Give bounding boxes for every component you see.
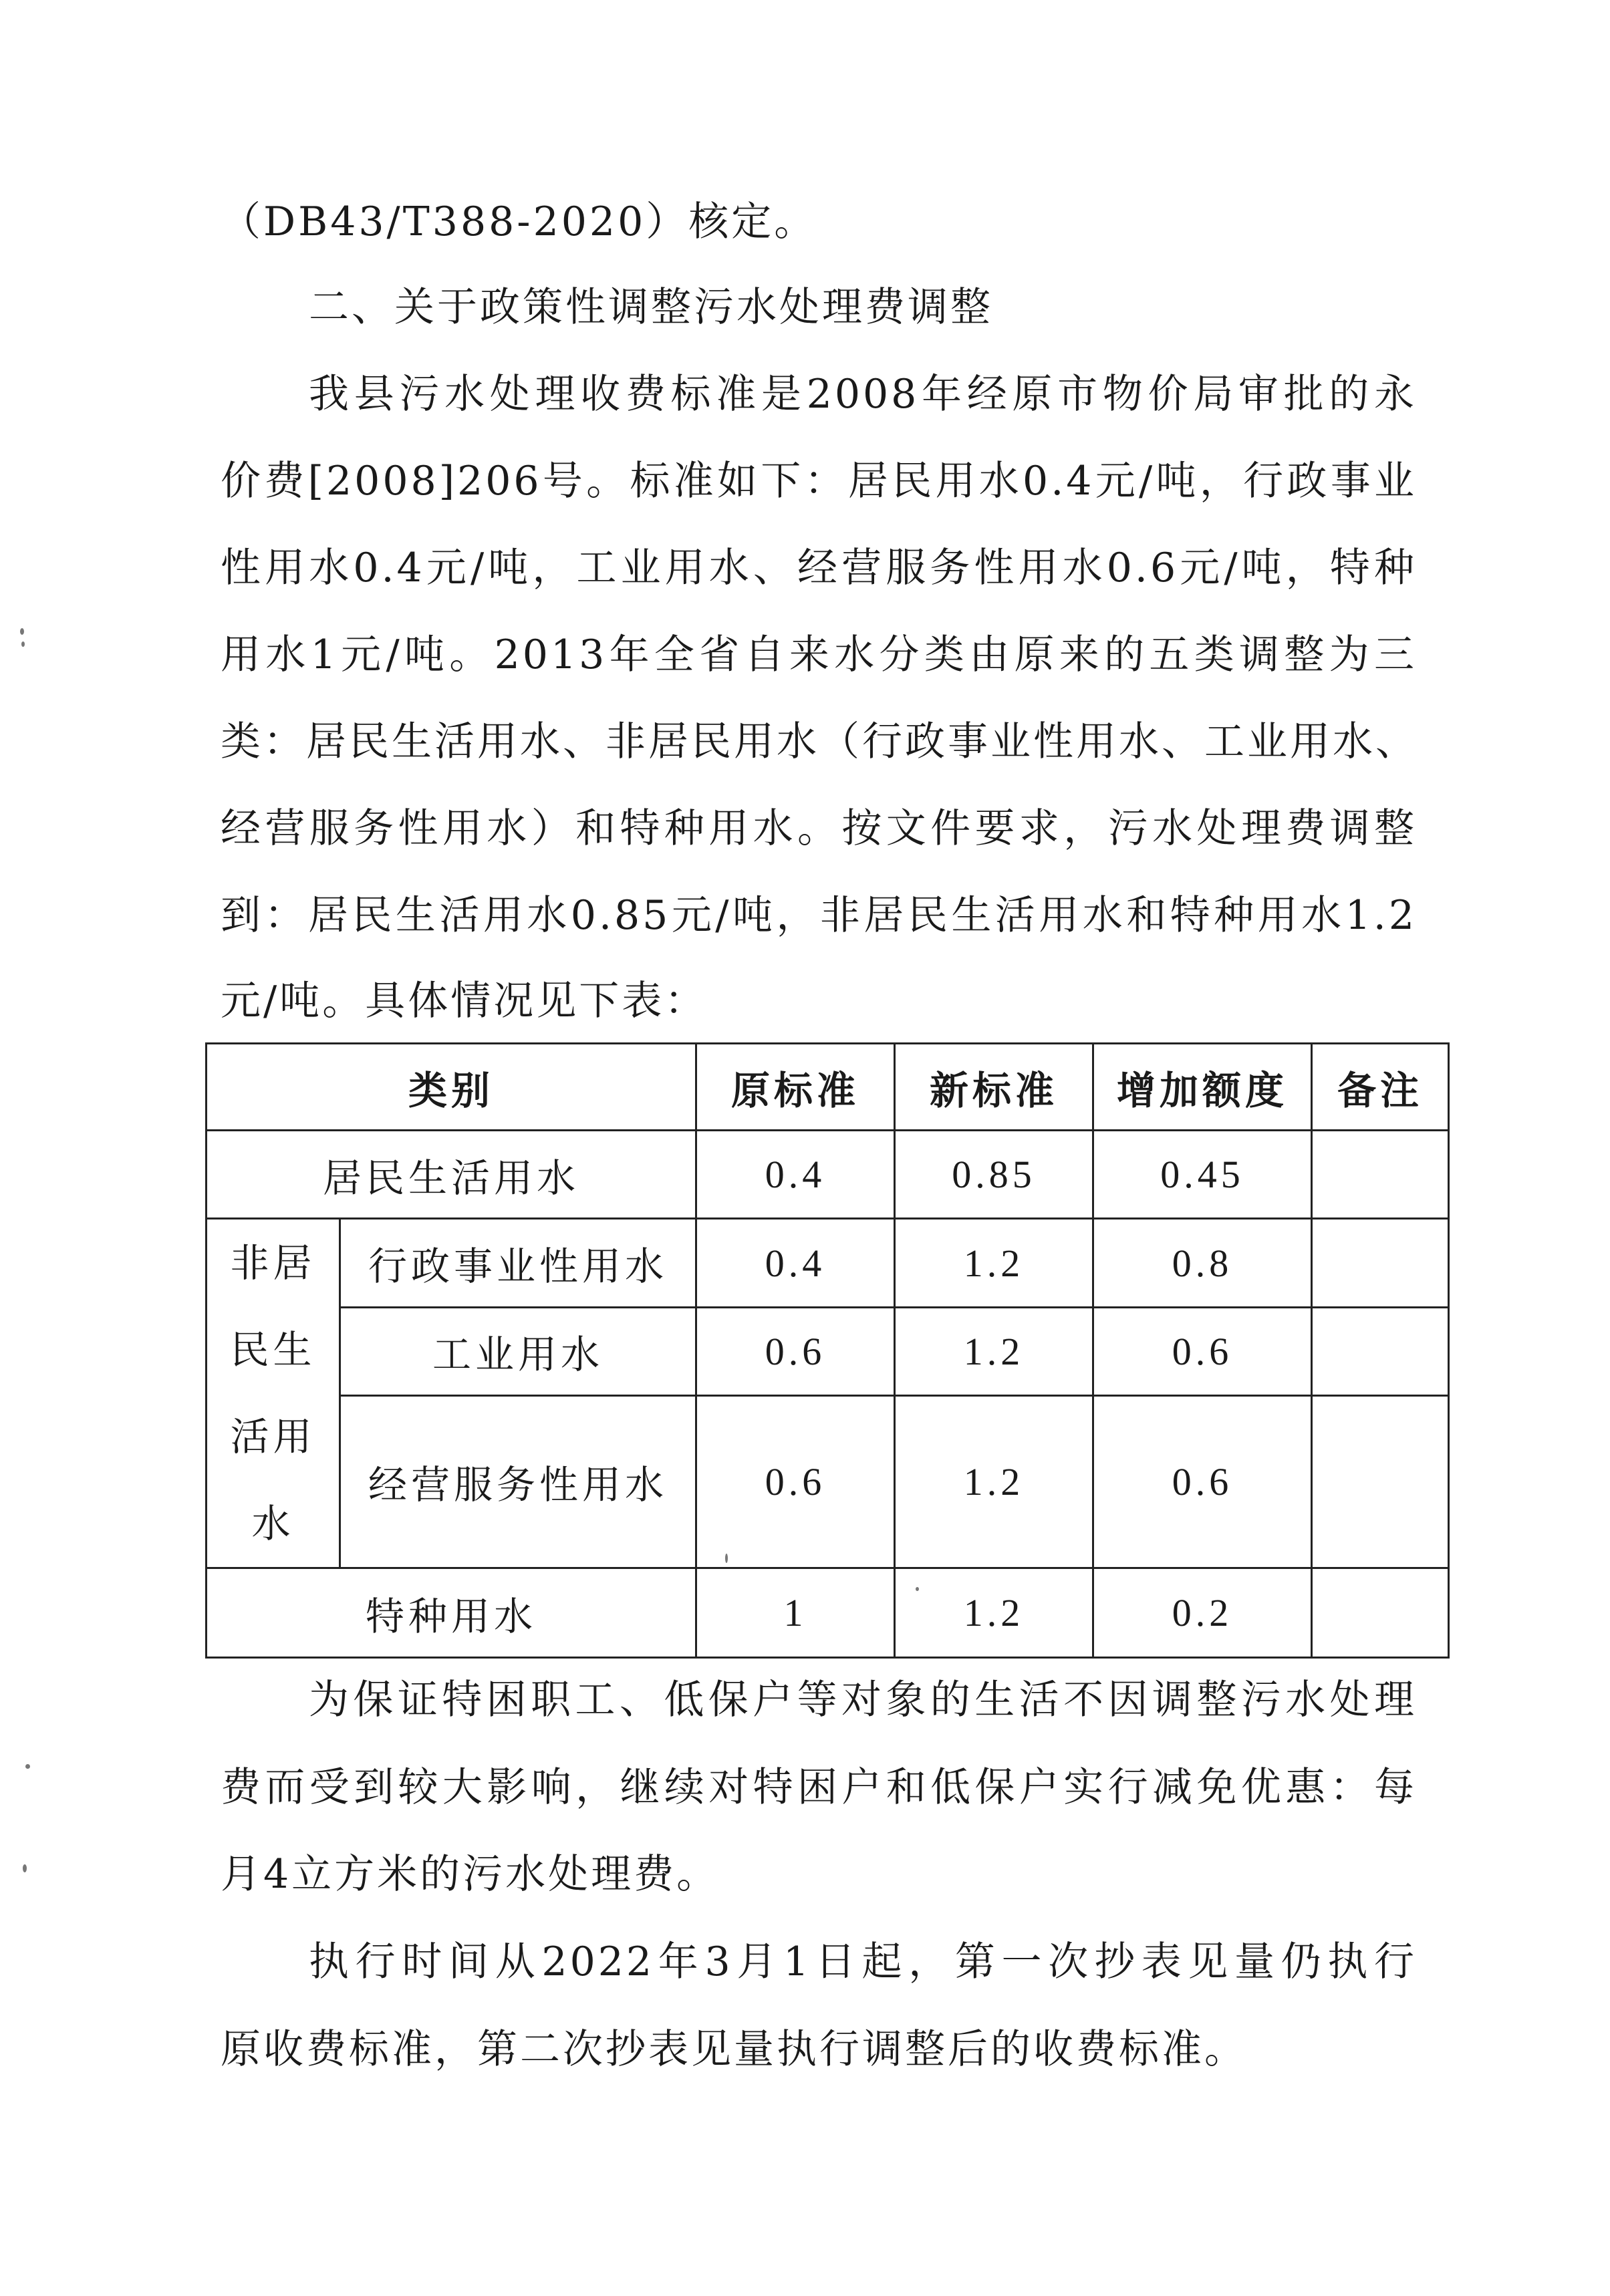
group-label-line: 民生 xyxy=(230,1327,316,1373)
text-line: 执行时间从2022年3月1日起，第一次抄表见量仍执行 xyxy=(309,1939,1417,1985)
row-category: 特种用水 xyxy=(207,1568,696,1658)
scan-speck xyxy=(23,1864,27,1872)
scan-speck xyxy=(21,641,25,647)
text-line: 月4立方米的污水处理费。 xyxy=(221,1851,720,1898)
row-original: 1 xyxy=(696,1568,895,1658)
row-increase: 0.8 xyxy=(1093,1219,1312,1308)
row-increase: 0.6 xyxy=(1093,1395,1312,1568)
section-heading: 二、关于政策性调整污水处理费调整 xyxy=(309,284,993,331)
row-new: 1.2 xyxy=(895,1568,1093,1658)
text-line: 元/吨。具体情况见下表： xyxy=(221,978,708,1024)
row-new: 1.2 xyxy=(895,1395,1093,1568)
text-line: 到：居民生活用水0.85元/吨，非居民生活用水和特种用水1.2 xyxy=(221,892,1417,939)
group-label-line: 活用 xyxy=(230,1414,316,1459)
text-line: 用水1元/吨。2013年全省自来水分类由原来的五类调整为三 xyxy=(221,631,1417,678)
table-row xyxy=(207,1219,1449,1308)
row-original: 0.4 xyxy=(696,1219,895,1308)
table-header-row xyxy=(207,1044,1449,1131)
text-line: 费而受到较大影响，继续对特困户和低保户实行减免优惠：每 xyxy=(221,1764,1417,1811)
text-line: 性用水0.4元/吨，工业用水、经营服务性用水0.6元/吨，特种 xyxy=(221,545,1417,591)
row-note xyxy=(1312,1219,1449,1308)
table-row xyxy=(207,1568,1449,1658)
row-note xyxy=(1312,1308,1449,1395)
row-original: 0.6 xyxy=(696,1308,895,1395)
header-original: 原标准 xyxy=(696,1044,895,1131)
row-note xyxy=(1312,1395,1449,1568)
table-row xyxy=(207,1308,1449,1395)
group-label-line: 非居 xyxy=(230,1240,316,1286)
header-note: 备注 xyxy=(1312,1044,1449,1131)
row-note xyxy=(1312,1131,1449,1219)
table-row xyxy=(207,1395,1449,1568)
row-note xyxy=(1312,1568,1449,1658)
group-category-cell xyxy=(207,1219,340,1568)
row-new: 1.2 xyxy=(895,1219,1093,1308)
table-row xyxy=(207,1131,1449,1219)
header-increase: 增加额度 xyxy=(1093,1044,1312,1131)
scan-speck xyxy=(25,1764,30,1769)
fee-table xyxy=(205,1042,1450,1659)
row-increase: 0.2 xyxy=(1093,1568,1312,1658)
text-line: 原收费标准，第二次抄表见量执行调整后的收费标准。 xyxy=(221,2026,1247,2073)
row-new: 0.85 xyxy=(895,1131,1093,1219)
text-line: 经营服务性用水）和特种用水。按文件要求，污水处理费调整 xyxy=(221,805,1417,852)
row-new: 1.2 xyxy=(895,1308,1093,1395)
row-increase: 0.45 xyxy=(1093,1131,1312,1219)
row-original: 0.4 xyxy=(696,1131,895,1219)
row-category: 工业用水 xyxy=(340,1308,696,1395)
row-original: 0.6 xyxy=(696,1395,895,1568)
text-line: 为保证特困职工、低保户等对象的生活不因调整污水处理 xyxy=(309,1677,1417,1723)
text-line: 价费[2008]206号。标准如下：居民用水0.4元/吨，行政事业 xyxy=(221,458,1417,505)
header-category: 类别 xyxy=(207,1044,696,1131)
group-label-line: 水 xyxy=(251,1501,295,1546)
row-category: 经营服务性用水 xyxy=(340,1395,696,1568)
header-new: 新标准 xyxy=(895,1044,1093,1131)
row-category: 行政事业性用水 xyxy=(340,1219,696,1308)
text-line: 我县污水处理收费标准是2008年经原市物价局审批的永 xyxy=(309,371,1417,418)
scan-speck xyxy=(20,628,24,635)
text-line: （DB43/T388-2020）核定。 xyxy=(221,198,817,245)
text-line: 类：居民生活用水、非居民用水（行政事业性用水、工业用水、 xyxy=(221,718,1418,765)
row-increase: 0.6 xyxy=(1093,1308,1312,1395)
scan-speck xyxy=(916,1587,919,1591)
row-category: 居民生活用水 xyxy=(207,1131,696,1219)
scan-speck xyxy=(725,1554,728,1563)
